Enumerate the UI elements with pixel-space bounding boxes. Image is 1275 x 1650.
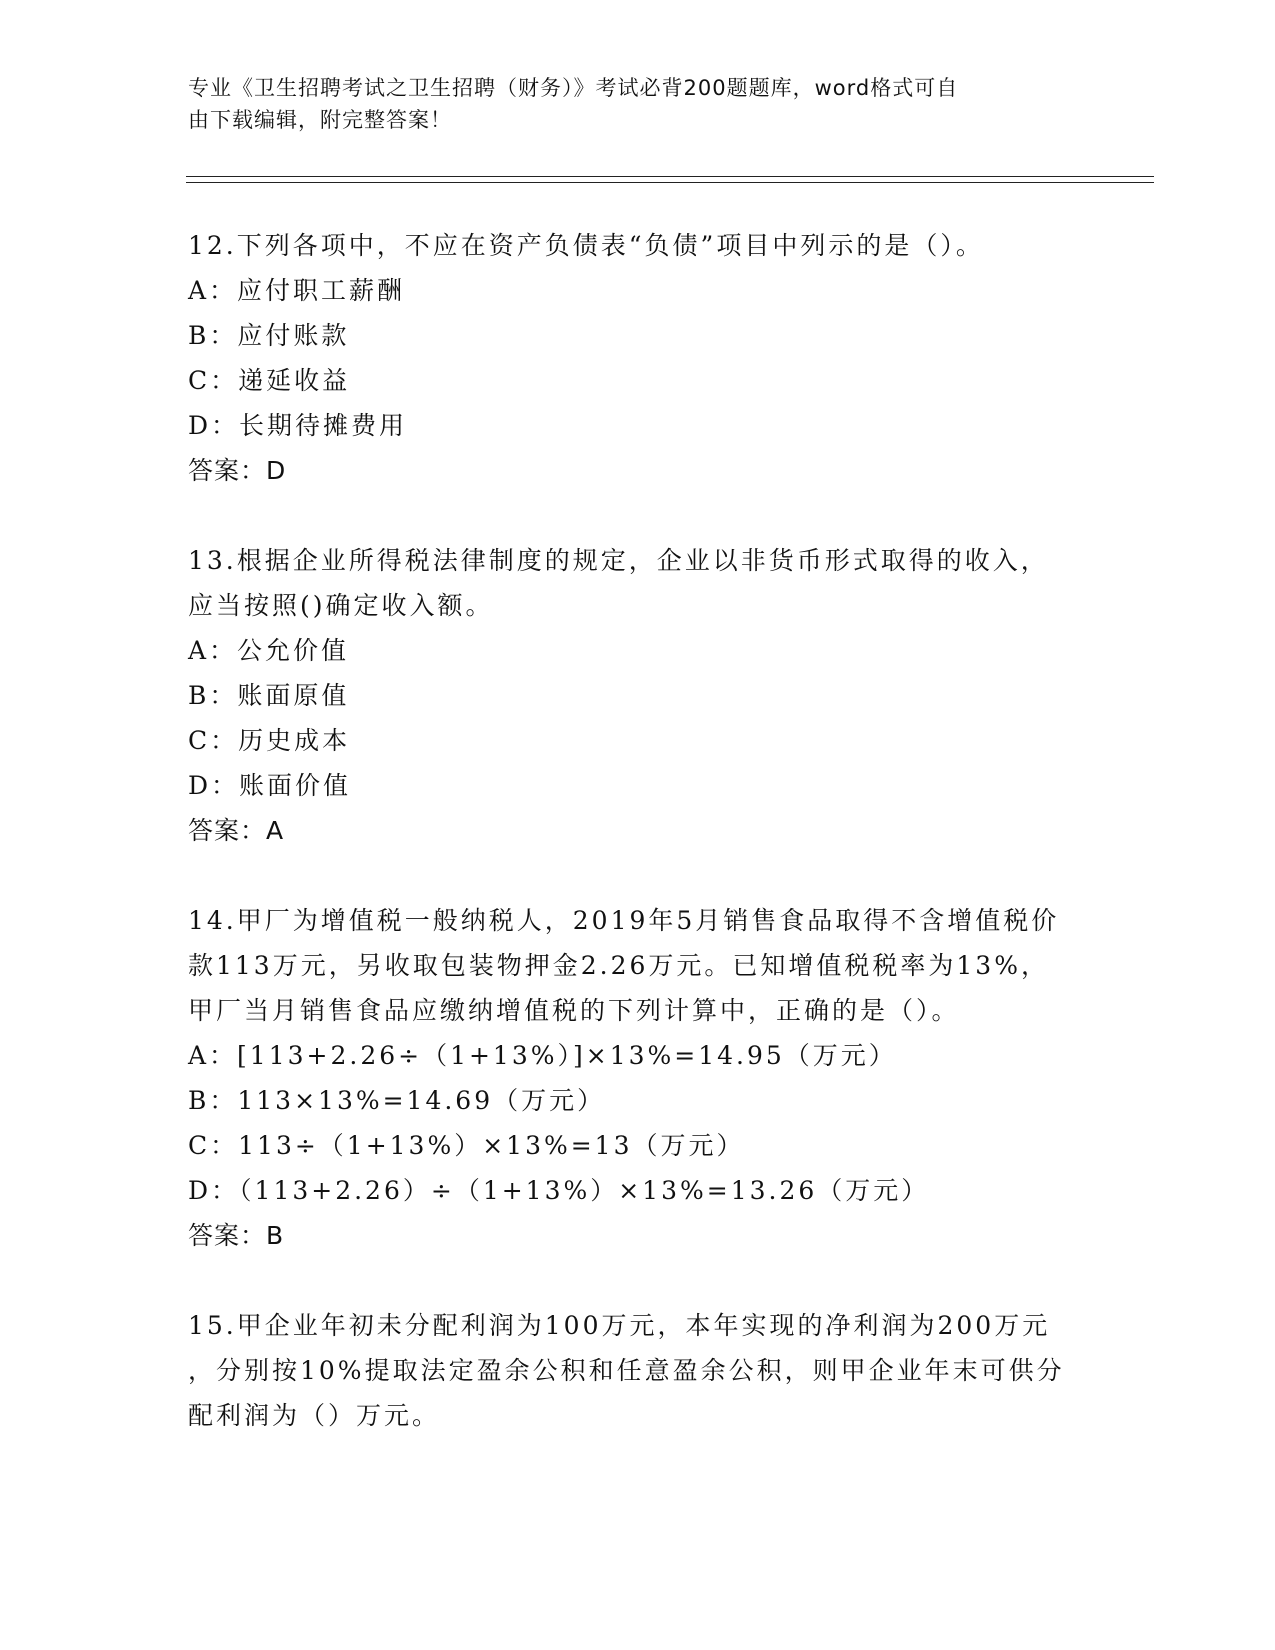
answer: 答案：A: [188, 816, 285, 845]
question-stem-line-1: 14.甲厂为增值税一般纳税人，2019年5月销售食品取得不含增值税价: [188, 906, 1060, 935]
answer: 答案：B: [188, 1221, 285, 1250]
question-stem-line-3: 配利润为（）万元。: [188, 1401, 441, 1430]
question-stem-line-2: 款113万元，另收取包装物押金2.26万元。已知增值税税率为13%，: [188, 951, 1049, 980]
header-divider-bottom: [186, 182, 1154, 183]
question-stem-line-2: ，分别按10%提取法定盈余公积和任意盈余公积，则甲企业年末可供分: [188, 1356, 1065, 1385]
question-12: [188, 223, 1088, 493]
question-15: [188, 1303, 1088, 1438]
document-header: [188, 72, 1068, 136]
option-d: D：（113+2.26）÷（1+13%）×13%=13.26（万元）: [188, 1176, 930, 1205]
header-line-2: 由下载编辑，附完整答案！: [188, 108, 452, 132]
option-b: B：账面原值: [188, 681, 350, 710]
option-a: A：公允价值: [188, 636, 350, 665]
option-c: C：递延收益: [188, 366, 351, 395]
option-b: B：应付账款: [188, 321, 350, 350]
option-c: C：113÷（1+13%）×13%=13（万元）: [188, 1131, 745, 1160]
option-b: B：113×13%=14.69（万元）: [188, 1086, 606, 1115]
header-divider-top: [186, 176, 1154, 177]
question-14: [188, 898, 1088, 1258]
question-stem-line-1: 13.根据企业所得税法律制度的规定，企业以非货币形式取得的收入，: [188, 546, 1049, 575]
question-stem-line-1: 15.甲企业年初未分配利润为100万元，本年实现的净利润为200万元: [188, 1311, 1051, 1340]
answer: 答案：D: [188, 456, 287, 485]
question-13: [188, 538, 1088, 853]
question-stem-line-2: 应当按照()确定收入额。: [188, 591, 494, 620]
option-a: A：[113+2.26÷（1+13%）]×13%=14.95（万元）: [188, 1041, 897, 1070]
question-stem-line-3: 甲厂当月销售食品应缴纳增值税的下列计算中，正确的是（）。: [188, 996, 960, 1025]
header-line-1: 专业《卫生招聘考试之卫生招聘（财务）》考试必背200题题库，word格式可自: [188, 76, 959, 100]
question-stem: 12.下列各项中，不应在资产负债表“负债”项目中列示的是（）。: [188, 231, 984, 260]
option-d: D：账面价值: [188, 771, 352, 800]
option-a: A：应付职工薪酬: [188, 276, 406, 305]
option-d: D：长期待摊费用: [188, 411, 408, 440]
option-c: C：历史成本: [188, 726, 351, 755]
